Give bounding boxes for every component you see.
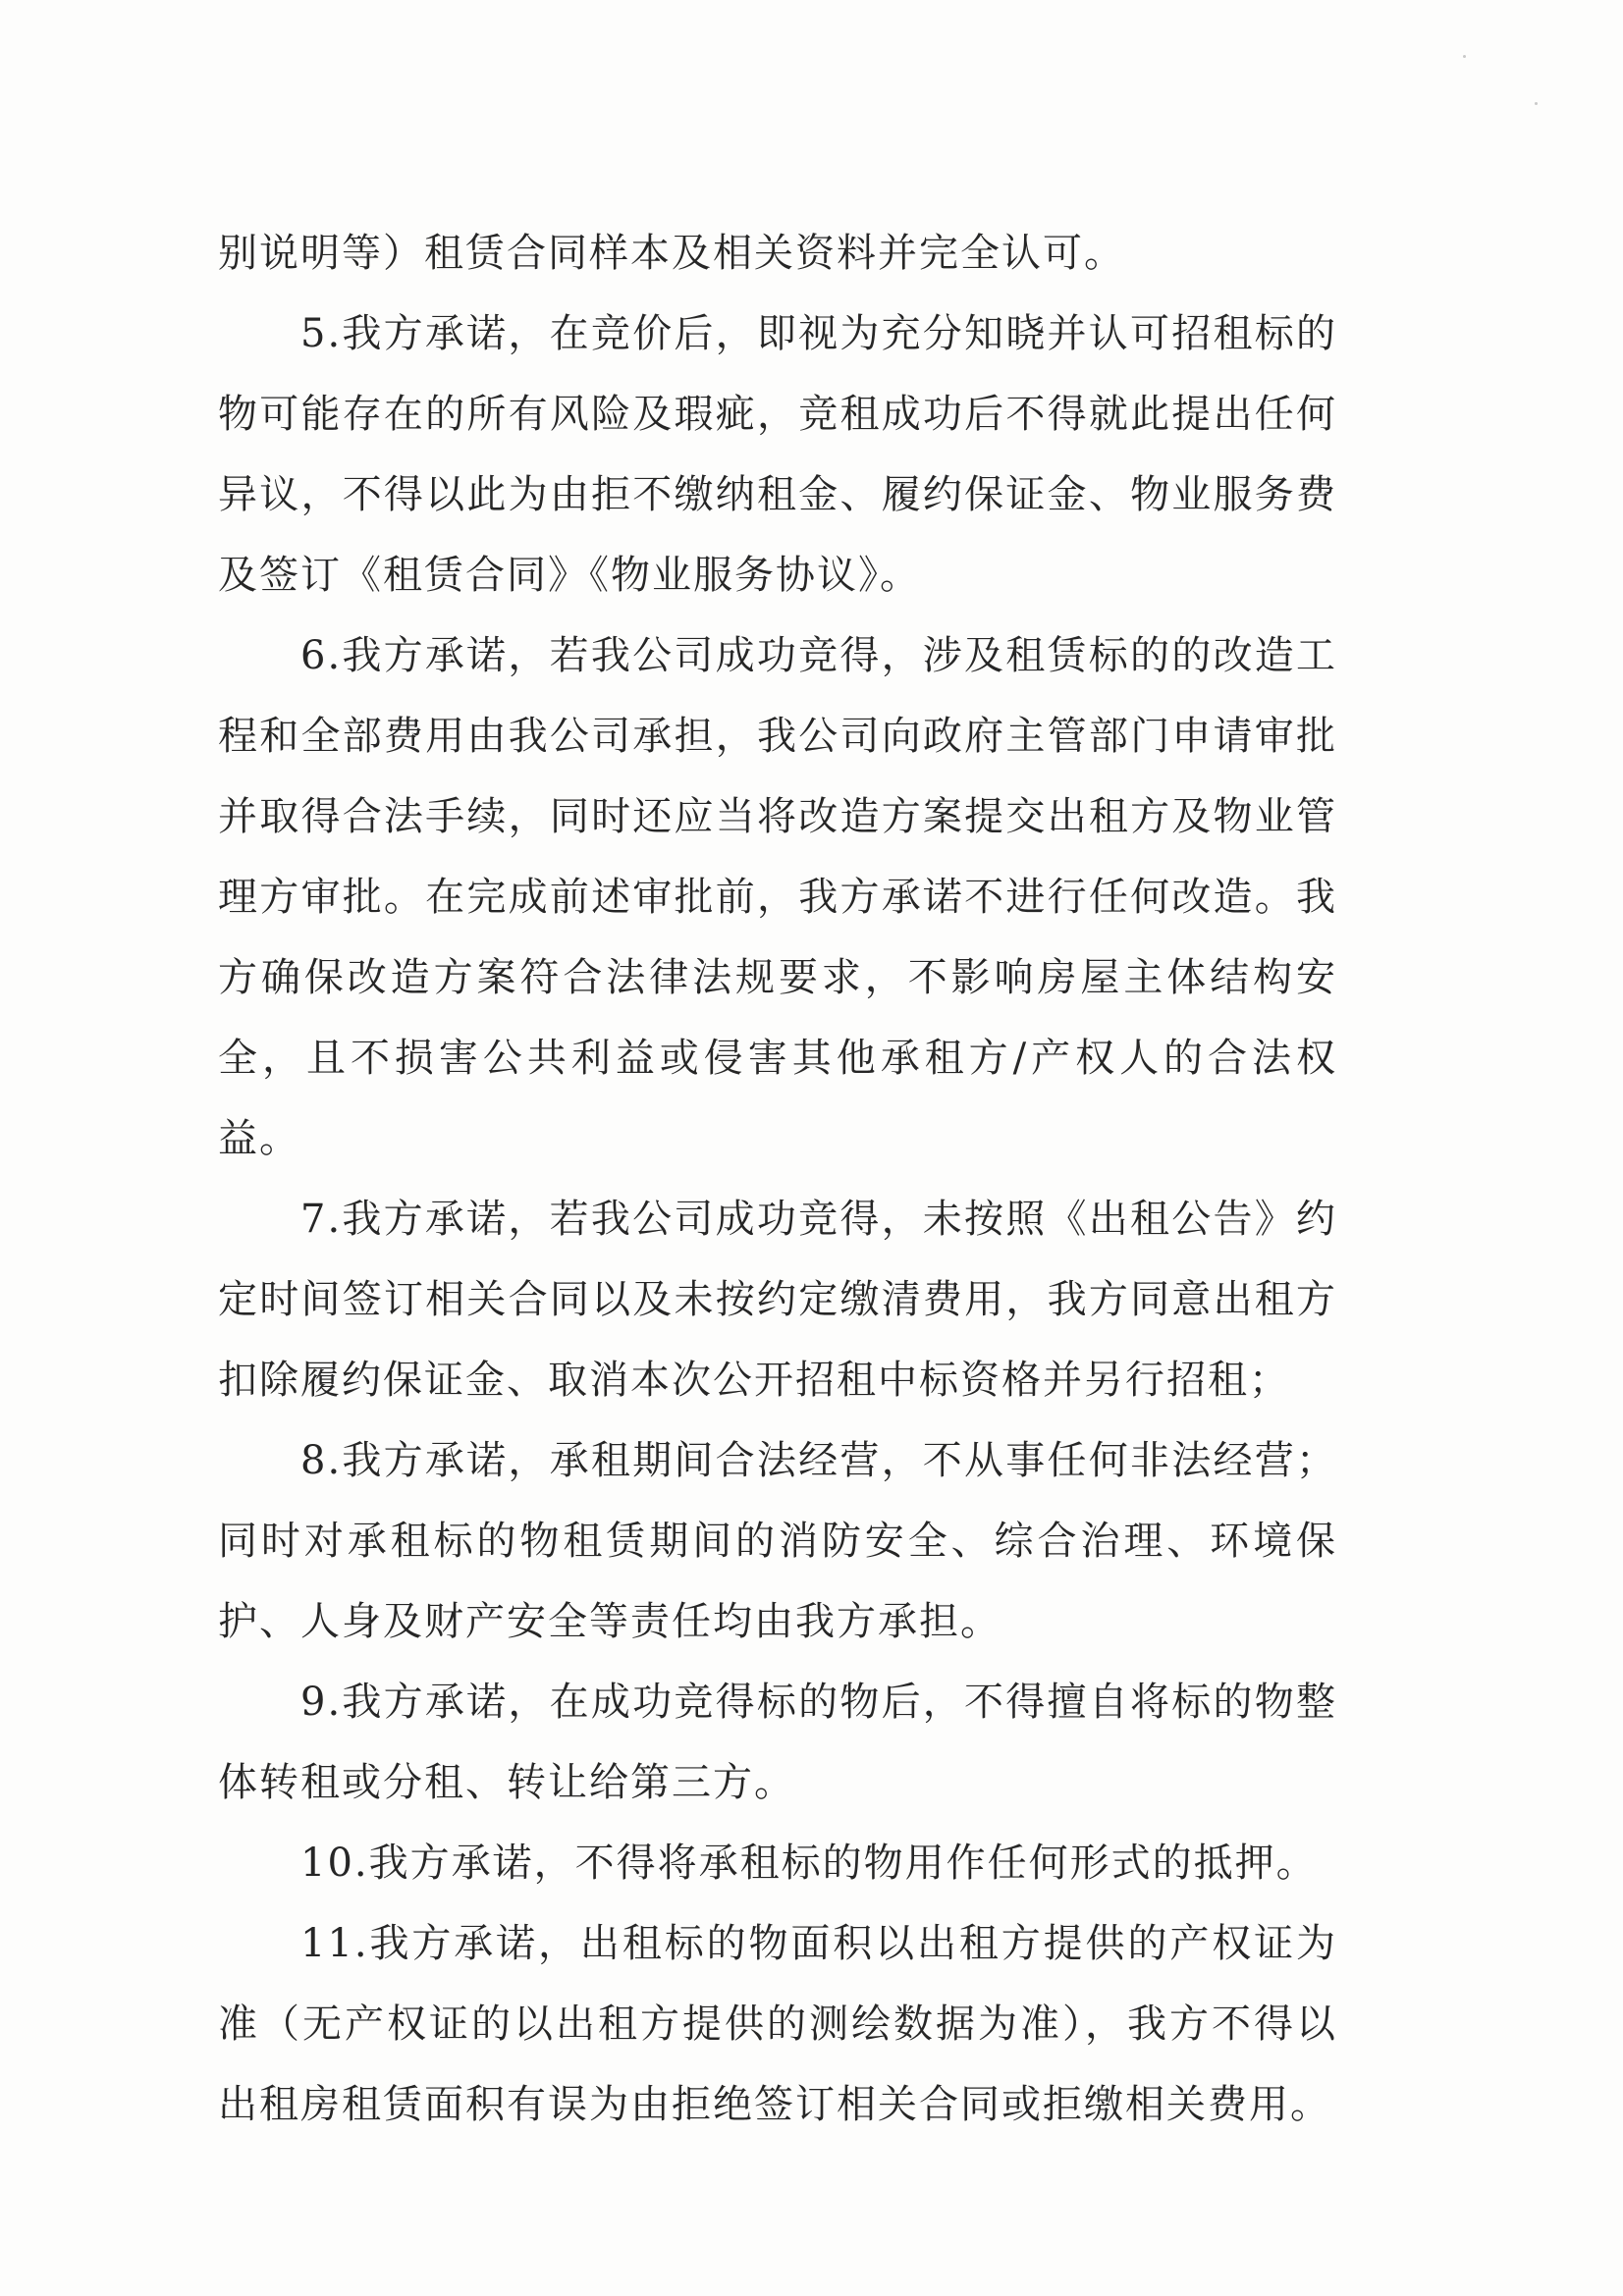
paragraph-item-5: 5.我方承诺，在竞价后，即视为充分知晓并认可招租标的物可能存在的所有风险及瑕疵，竞租成功后不得就此提出任何异议，不得以此为由拒不缴纳租金、履约保证金、物业服务费及签订《租赁合同》《物业服务协议》。 <box>218 311 1337 598</box>
paragraph-item-9: 9.我方承诺，在成功竞得标的物后，不得擅自将标的物整体转租或分租、转让给第三方。 <box>218 1680 1337 1805</box>
paragraph-item-11: 11.我方承诺，出租标的物面积以出租方提供的产权证为准（无产权证的以出租方提供的测绘数据为准），我方不得以出租房租赁面积有误为由拒绝签订相关合同或拒缴相关费用。 <box>218 1921 1337 2127</box>
document-body <box>218 213 1337 2145</box>
scan-speck <box>1535 102 1538 105</box>
paragraph-item-10: 10.我方承诺，不得将承租标的物用作任何形式的抵押。 <box>300 1841 1318 1886</box>
paragraph-item-8: 8.我方承诺，承租期间合法经营，不从事任何非法经营；同时对承租标的物租赁期间的消防安全、综合治理、环境保护、人身及财产安全等责任均由我方承担。 <box>218 1438 1337 1644</box>
paragraph-item-6: 6.我方承诺，若我公司成功竞得，涉及租赁标的的改造工程和全部费用由我公司承担，我公司向政府主管部门申请审批并取得合法手续，同时还应当将改造方案提交出租方及物业管理方审批。在完成前述审批前，我方承诺不进行任何改造。我方确保改造方案符合法律法规要求，不影响房屋主体结构安全，且不损害公共利益或侵害其他承租方/产权人的合法权益。 <box>218 633 1337 1161</box>
paragraph-continuation: 别说明等）租赁合同样本及相关资料并完全认可。 <box>218 231 1125 276</box>
paragraph-item-7: 7.我方承诺，若我公司成功竞得，未按照《出租公告》约定时间签订相关合同以及未按约定缴清费用，我方同意出租方扣除履约保证金、取消本次公开招租中标资格并另行招租； <box>218 1197 1337 1403</box>
scan-speck <box>1463 55 1466 58</box>
